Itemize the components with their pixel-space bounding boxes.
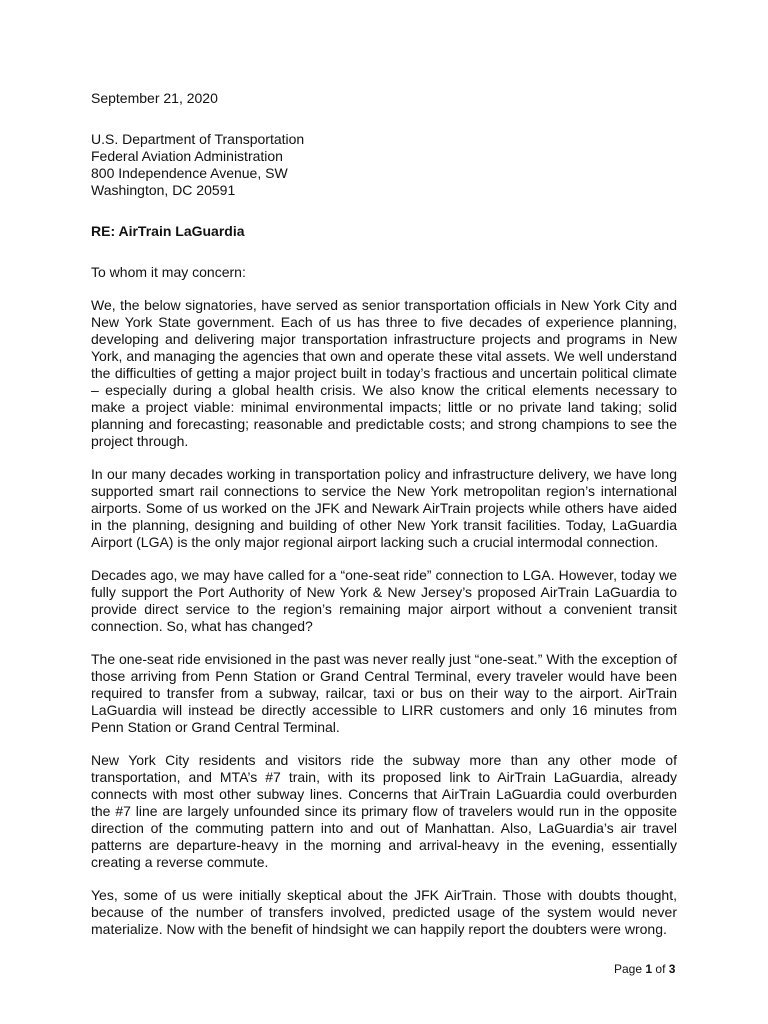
page-footer	[614, 962, 675, 976]
paragraph: In our many decades working in transportation policy and infrastructure delivery, we have long supported smart rail connections to service the New York metropolitan region’s international airports. Some of us worked on the JFK and Newark AirTrain projects while others have aided in the planning, designing and building of other New York transit facilities. Today, LaGuardia Airport (LGA) is the only major regional airport lacking such a crucial intermodal connection.	[91, 466, 677, 550]
address-line: Federal Aviation Administration	[91, 148, 283, 164]
page-label: Page	[614, 962, 643, 976]
address-line: U.S. Department of Transportation	[91, 131, 305, 147]
address-line: Washington, DC 20591	[91, 182, 236, 198]
of-label: of	[655, 962, 666, 976]
paragraph: Decades ago, we may have called for a “one-seat ride” connection to LGA. However, today we fully support the Port Authority of New York & New Jersey’s proposed AirTrain LaGuardia to provide direct service to the region’s remaining major airport without a convenient transit connection. So, what has changed?	[91, 567, 677, 634]
paragraph: New York City residents and visitors ride the subway more than any other mode of transportation, and MTA’s #7 train, with its proposed link to AirTrain LaGuardia, already connects with most other subway lines. Concerns that AirTrain LaGuardia could overburden the #7 line are largely unfounded since its primary flow of travelers would run in the opposite direction of the commuting pattern into and out of Manhattan. Also, LaGuardia’s air travel patterns are departure-heavy in the morning and arrival-heavy in the evening, essentially creating a reverse commute.	[91, 752, 677, 870]
page-total: 3	[668, 962, 676, 976]
recipient-address	[91, 131, 677, 199]
paragraph: The one-seat ride envisioned in the past was never really just “one-seat.” With the exception of those arriving from Penn Station or Grand Central Terminal, every traveler would have been required to transfer from a subway, railcar, taxi or bus on their way to the airport. AirTrain LaGuardia will instead be directly accessible to LIRR customers and only 16 minutes from Penn Station or Grand Central Terminal.	[91, 651, 677, 735]
salutation: To whom it may concern:	[91, 264, 246, 280]
paragraph: Yes, some of us were initially skeptical about the JFK AirTrain. Those with doubts thought, because of the number of transfers involved, predicted usage of the system would never materialize. Now with the benefit of hindsight we can happily report the doubters were wrong.	[91, 887, 677, 937]
page-number: 1	[645, 962, 653, 976]
address-line: 800 Independence Avenue, SW	[91, 165, 288, 181]
subject-line: RE: AirTrain LaGuardia	[91, 223, 245, 239]
letter-date: September 21, 2020	[91, 90, 218, 106]
letter-body	[91, 90, 677, 954]
paragraph: We, the below signatories, have served as senior transportation officials in New York City and New York State government. Each of us has three to five decades of experience planning, developing and delivering major transportation infrastructure projects and programs in New York, and managing the agencies that own and operate these vital assets. We well understand the difficulties of getting a major project built in today’s fractious and uncertain political climate – especially during a global health crisis. We also know the critical elements necessary to make a project viable: minimal environmental impacts; little or no private land taking; solid planning and forecasting; reasonable and predictable costs; and strong champions to see the project through.	[91, 297, 677, 449]
